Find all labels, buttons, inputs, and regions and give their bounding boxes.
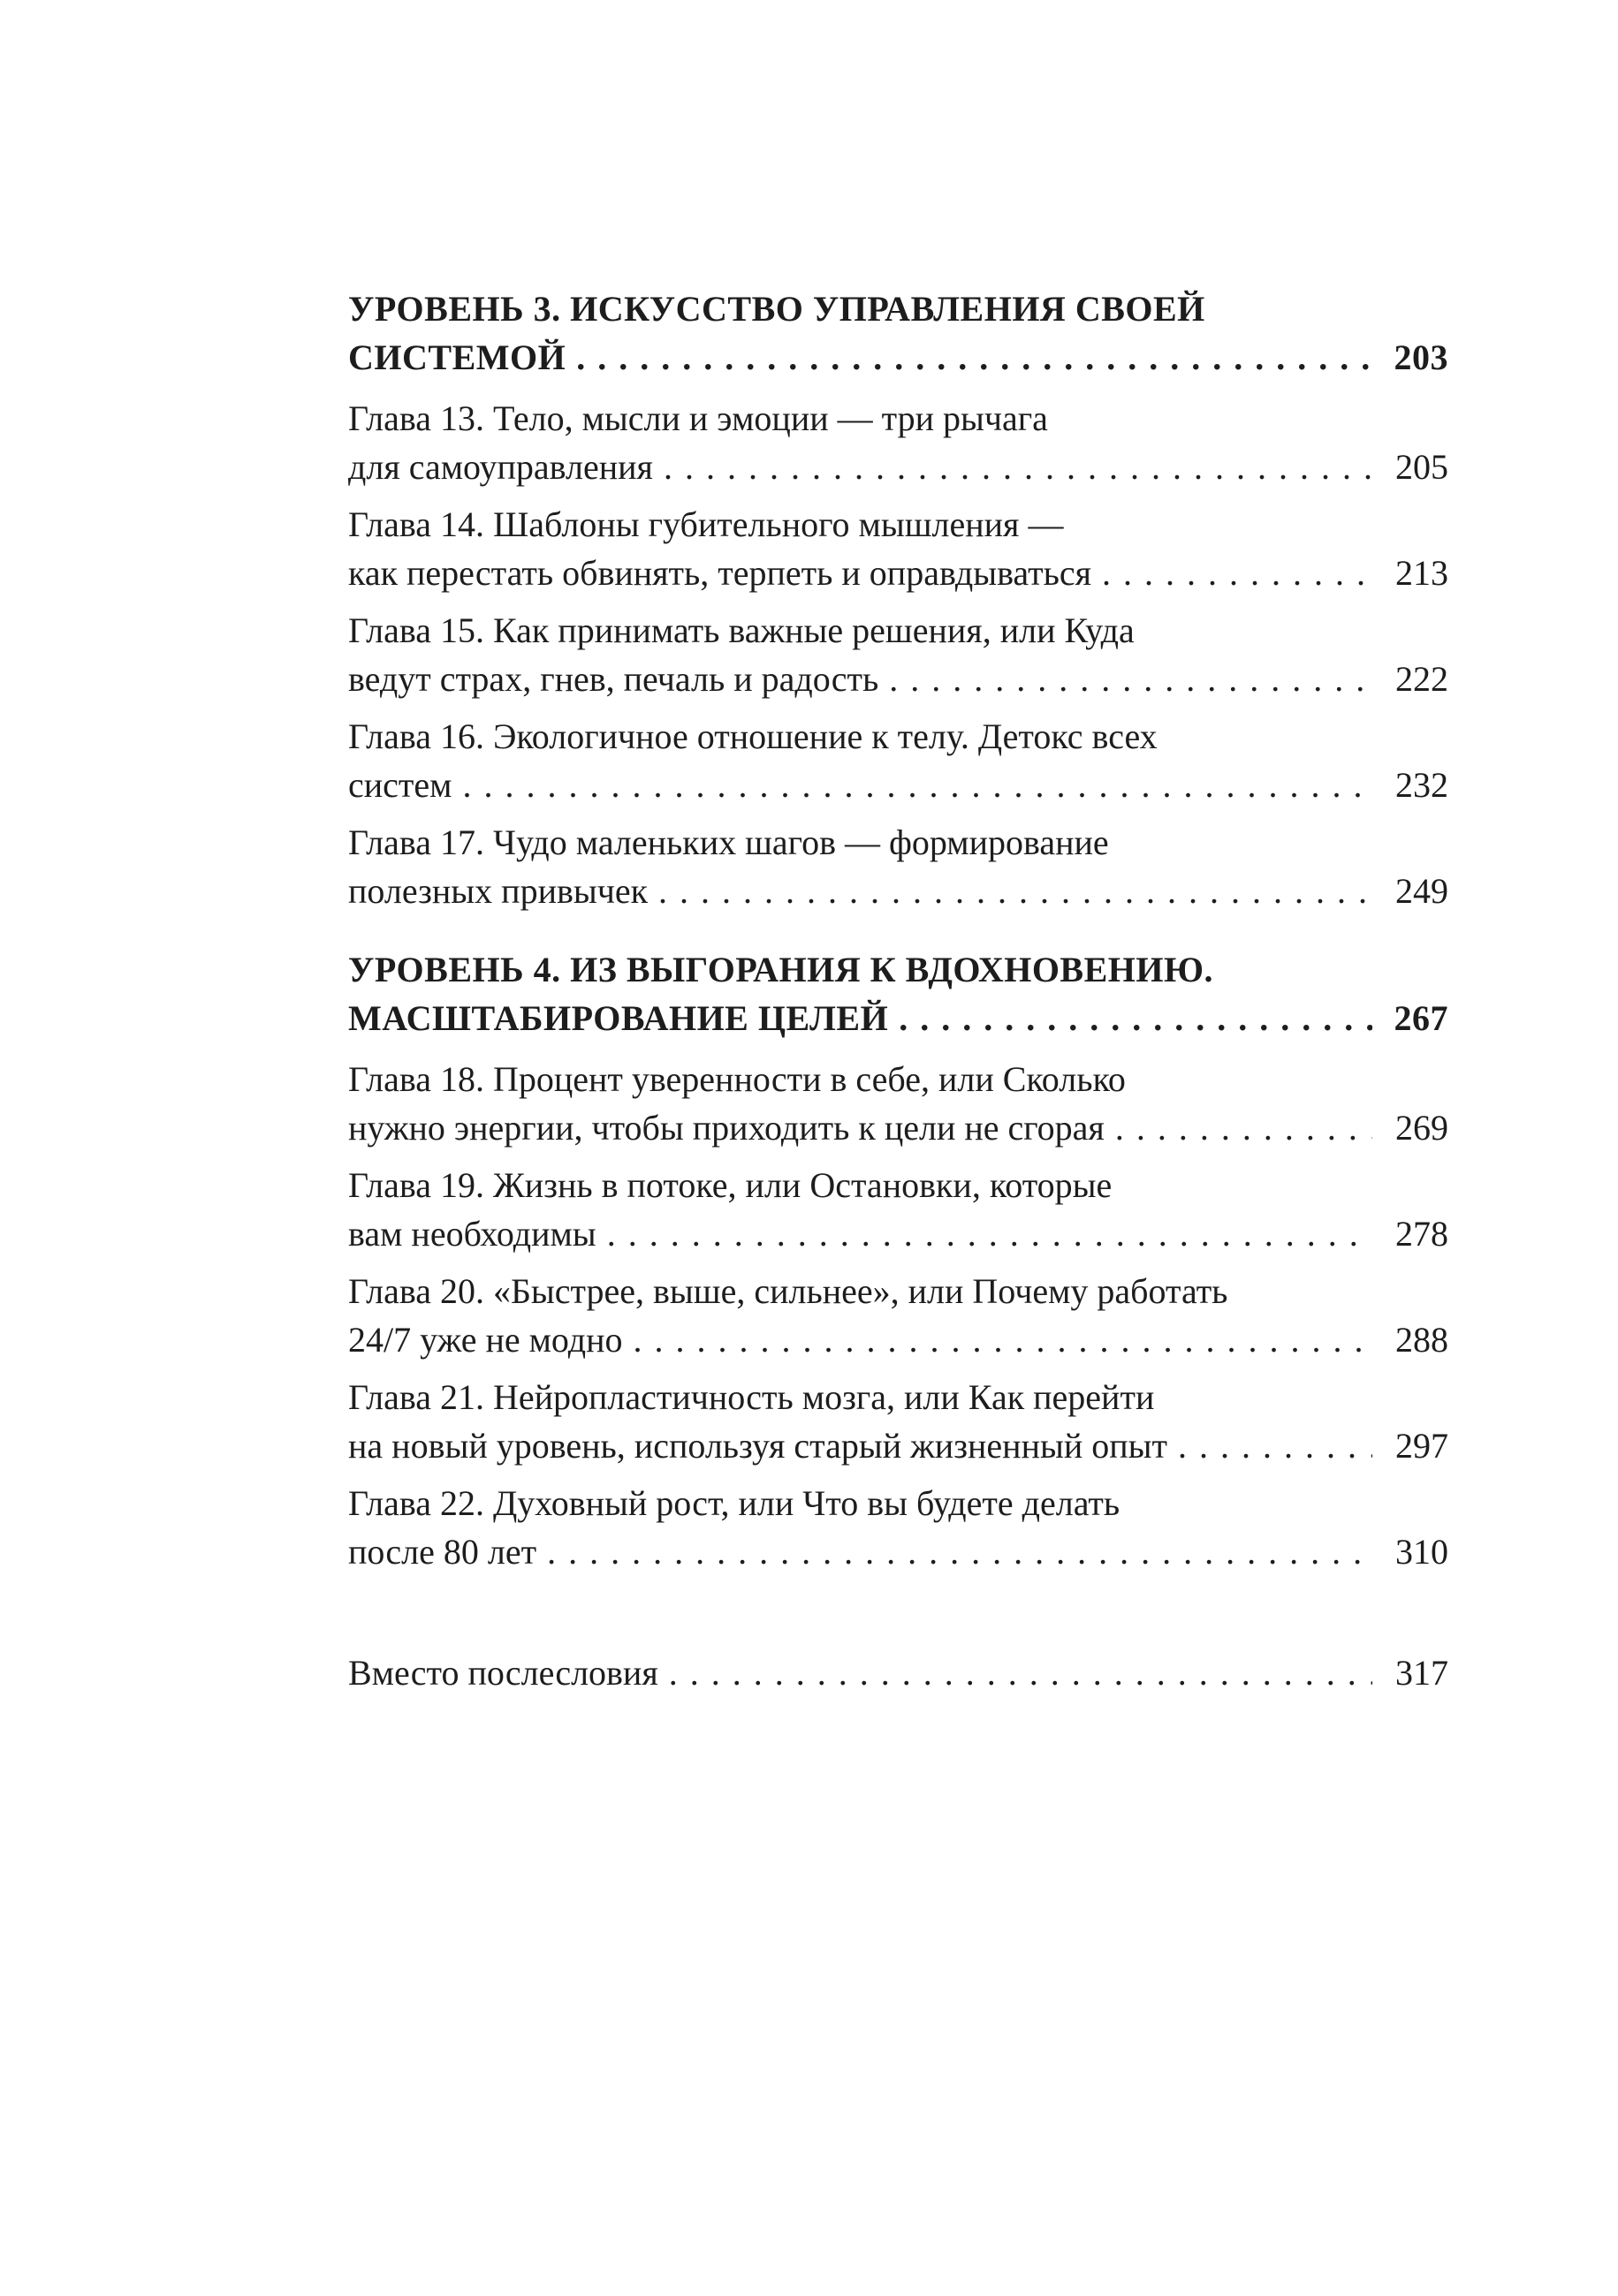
entry-text-line2: систем xyxy=(348,765,452,805)
dot-leader xyxy=(607,1209,1372,1258)
entry-text-line1: Глава 17. Чудо маленьких шагов — формирование xyxy=(348,822,1109,862)
dot-leader xyxy=(1178,1421,1372,1470)
entry-text-line1: Глава 19. Жизнь в потоке, или Остановки, которые xyxy=(348,1165,1113,1205)
toc-entry xyxy=(348,1055,1448,1152)
page-number: 203 xyxy=(1394,337,1448,377)
page-number: 213 xyxy=(1395,553,1448,593)
table-of-contents xyxy=(348,284,1448,1697)
entry-text-line1: Глава 21. Нейропластичность мозга, или Как перейти xyxy=(348,1377,1155,1417)
page-number: 288 xyxy=(1395,1320,1448,1360)
entry-text-line2: 24/7 уже не модно xyxy=(348,1320,623,1360)
heading-text-line2: СИСТЕМОЙ xyxy=(348,337,566,377)
toc-entry xyxy=(348,712,1448,809)
entry-text-line2: нужно энергии, чтобы приходить к цели не сгорая xyxy=(348,1108,1105,1148)
heading-text-line2: МАСШТАБИРОВАНИЕ ЦЕЛЕЙ xyxy=(348,998,889,1038)
entry-text-line1: Глава 22. Духовный рост, или Что вы будете делать xyxy=(348,1483,1120,1523)
toc-entry xyxy=(348,1479,1448,1576)
entry-text-line1: Глава 20. «Быстрее, выше, сильнее», или Почему работать xyxy=(348,1271,1228,1311)
dot-leader xyxy=(889,655,1372,703)
toc-entry xyxy=(348,606,1448,703)
heading-text-line1: УРОВЕНЬ 4. ИЗ ВЫГОРАНИЯ К ВДОХНОВЕНИЮ. xyxy=(348,950,1214,989)
dot-leader xyxy=(634,1315,1372,1364)
entry-text-line1: Глава 18. Процент уверенности в себе, или Сколько xyxy=(348,1059,1126,1099)
page-number: 232 xyxy=(1395,765,1448,805)
toc-entry xyxy=(348,1267,1448,1364)
page-number: 278 xyxy=(1395,1214,1448,1254)
entry-text-line2: для самоуправления xyxy=(348,447,653,487)
entry-text-line2: как перестать обвинять, терпеть и оправдываться xyxy=(348,553,1092,593)
entry-text-line1: Глава 14. Шаблоны губительного мышления — xyxy=(348,504,1064,544)
toc-section-heading xyxy=(348,284,1448,382)
toc-section-heading xyxy=(348,945,1448,1042)
entry-text-line1: Вместо послесловия xyxy=(348,1653,658,1693)
dot-leader xyxy=(899,994,1372,1042)
toc-entry xyxy=(348,394,1448,491)
dot-leader xyxy=(462,761,1372,809)
dot-leader xyxy=(669,1648,1372,1697)
page-number: 222 xyxy=(1395,659,1448,699)
page-number: 267 xyxy=(1394,998,1448,1038)
toc-entry xyxy=(348,818,1448,915)
page-number: 269 xyxy=(1395,1108,1448,1148)
entry-text-line1: Глава 16. Экологичное отношение к телу. Детокс всех xyxy=(348,716,1158,756)
heading-text-line1: УРОВЕНЬ 3. ИСКУССТВО УПРАВЛЕНИЯ СВОЕЙ xyxy=(348,289,1205,329)
page-number: 297 xyxy=(1395,1426,1448,1466)
entry-text-line2: полезных привычек xyxy=(348,871,649,911)
dot-leader xyxy=(664,443,1372,491)
toc-entry xyxy=(348,1373,1448,1470)
entry-text-line2: на новый уровень, используя старый жизненный опыт xyxy=(348,1426,1168,1466)
entry-text-line2: вам необходимы xyxy=(348,1214,596,1254)
entry-text-line2: после 80 лет xyxy=(348,1532,537,1572)
dot-leader xyxy=(547,1527,1372,1576)
toc-entry xyxy=(348,1648,1448,1697)
page-number: 317 xyxy=(1395,1653,1448,1693)
entry-text-line1: Глава 15. Как принимать важные решения, или Куда xyxy=(348,610,1135,650)
dot-leader xyxy=(658,867,1372,915)
toc-entry xyxy=(348,500,1448,597)
dot-leader xyxy=(1115,1103,1372,1152)
dot-leader xyxy=(576,333,1372,382)
toc-entry xyxy=(348,1161,1448,1258)
dot-leader xyxy=(1102,549,1372,597)
page-number: 310 xyxy=(1395,1532,1448,1572)
entry-text-line1: Глава 13. Тело, мысли и эмоции — три рычага xyxy=(348,398,1048,438)
page-number: 205 xyxy=(1395,447,1448,487)
page-number: 249 xyxy=(1395,871,1448,911)
entry-text-line2: ведут страх, гнев, печаль и радость xyxy=(348,659,879,699)
